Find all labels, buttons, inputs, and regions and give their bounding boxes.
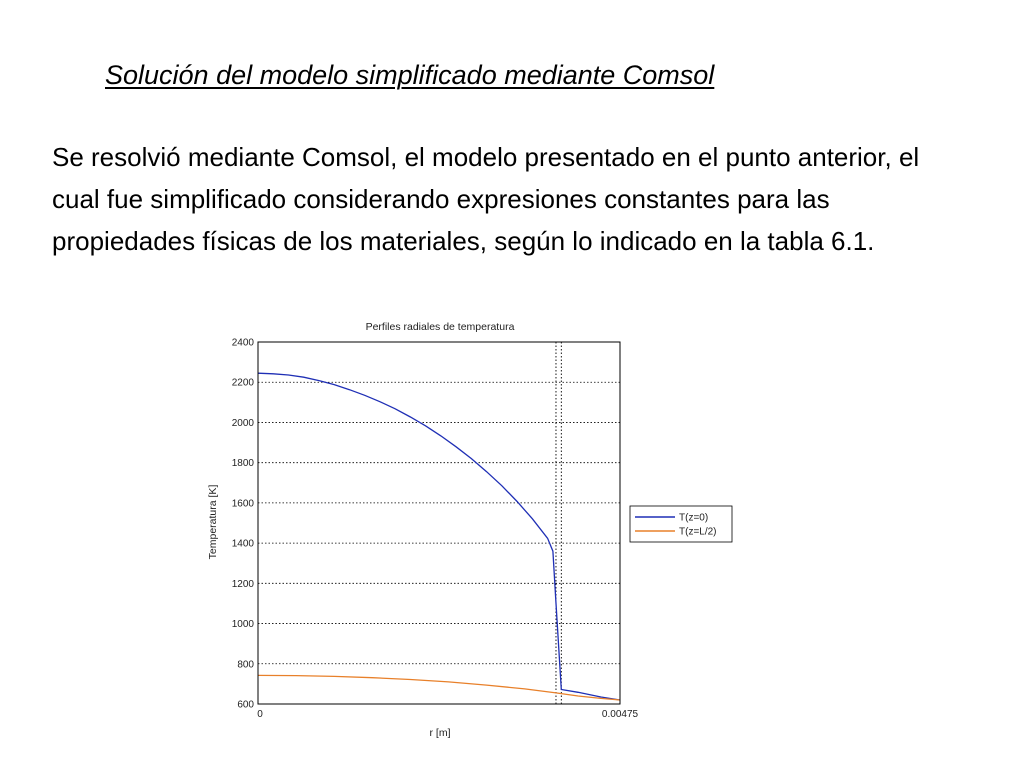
legend-label-1: T(z=L/2) — [679, 526, 717, 538]
y-tick-600: 600 — [237, 699, 254, 711]
y-tick-2000: 2000 — [231, 417, 254, 429]
series-lines — [258, 373, 620, 700]
y-tick-2200: 2200 — [231, 377, 254, 389]
x-tick-1: 0.00475 — [601, 709, 639, 720]
plot-frame — [258, 342, 620, 704]
y-tick-2400: 2400 — [231, 337, 254, 349]
region-boundary-lines — [556, 342, 620, 704]
chart-legend — [630, 506, 732, 542]
y-tick-1200: 1200 — [231, 578, 254, 590]
y-tick-1800: 1800 — [231, 458, 254, 470]
temperature-profile-chart — [200, 312, 760, 748]
y-tick-1600: 1600 — [231, 498, 254, 510]
x-axis-label: r [m] — [429, 727, 451, 739]
y-axis-label: Temperatura [K] — [207, 484, 219, 560]
slide-title: Solución del modelo simplificado mediante Comsol — [105, 60, 715, 90]
legend-label-0: T(z=0) — [679, 512, 709, 524]
y-tick-labels — [232, 338, 255, 711]
chart-title: Perfiles radiales de temperatura — [365, 321, 515, 333]
y-tick-1000: 1000 — [231, 619, 254, 631]
grid-lines — [258, 382, 620, 664]
series-line-1 — [258, 675, 620, 700]
x-tick-0: 0 — [257, 709, 263, 720]
x-tick-labels — [257, 709, 638, 720]
y-tick-1400: 1400 — [231, 538, 254, 550]
y-tick-800: 800 — [237, 659, 254, 671]
slide-body-text: Se resolvió mediante Comsol, el modelo presentado en el punto anterior, el cual fue simplificado considerando expresiones constantes para las propiedades físicas de los materiales, según lo indicado en la tabla 6.1. — [52, 142, 920, 256]
series-line-0 — [258, 373, 620, 700]
